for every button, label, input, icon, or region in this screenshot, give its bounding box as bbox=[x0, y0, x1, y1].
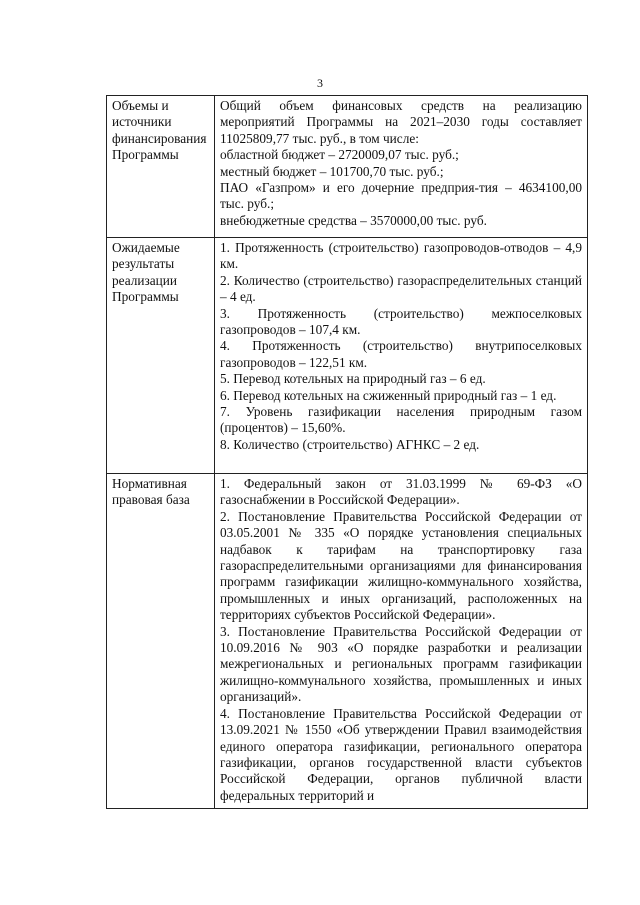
result-item: 2. Количество (строительство) газораспределительных станций – 4 ед. bbox=[220, 272, 582, 305]
result-item: 6. Перевод котельных на сжиженный природный газ – 1 ед. bbox=[220, 387, 557, 403]
result-item: 3. Протяженность (строительство) межпоселковых газопроводов – 107,4 км. bbox=[220, 305, 582, 338]
funding-extrabudget: внебюджетные средства – 3570000,00 тыс. руб. bbox=[220, 212, 487, 228]
row-label: Ожидаемые результаты реализации Программы bbox=[107, 238, 215, 474]
funding-gazprom: ПАО «Газпром» и его дочерние предприя-тия – 4634100,00 тыс. руб.; bbox=[220, 180, 582, 212]
legal-item: 4. Постановление Правительства Российской Федерации от 13.09.2021 № 1550 «Об утверждении Правил взаимодействия единого оператора газификации, регионального оператора газификации, органов государственной власти субъектов Российской Федерации, органов публичной власти федеральных территорий и bbox=[220, 705, 582, 803]
row-label: Объемы и источники финансирования Программы bbox=[107, 96, 215, 238]
page-number: 3 bbox=[317, 76, 323, 90]
row-label: Нормативная правовая база bbox=[107, 474, 215, 809]
result-item: 4. Протяженность (строительство) внутрипоселковых газопроводов – 122,51 км. bbox=[220, 338, 582, 370]
funding-local: местный бюджет – 101700,70 тыс. руб.; bbox=[220, 163, 444, 179]
result-item: 7. Уровень газификации населения природным газом (процентов) – 15,60%. bbox=[220, 404, 582, 436]
result-item: 8. Количество (строительство) АГНКС – 2 ед. bbox=[220, 436, 480, 452]
legal-item: 3. Постановление Правительства Российской Федерации от 10.09.2016 № 903 «О порядке разработки и реализации межрегиональных и региональных программ газификации жилищно-коммунального хозяйства, промышленных и иных организаций». bbox=[220, 623, 582, 705]
program-passport-table bbox=[106, 95, 588, 809]
row-content bbox=[215, 238, 588, 474]
result-item: 5. Перевод котельных на природный газ – 6 ед. bbox=[220, 371, 486, 387]
legal-item: 1. Федеральный закон от 31.03.1999 № 69-ФЗ «О газоснабжении в Российской Федерации». bbox=[220, 476, 582, 508]
funding-total: Общий объем финансовых средств на реализацию мероприятий Программы на 2021–2030 годы составляет 11025809,77 тыс. руб., в том числе: bbox=[220, 98, 582, 146]
table-row bbox=[107, 96, 588, 238]
row-content bbox=[215, 474, 588, 809]
row-content bbox=[215, 96, 588, 238]
table-row bbox=[107, 474, 588, 809]
funding-regional: областной бюджет – 2720009,07 тыс. руб.; bbox=[220, 147, 459, 163]
legal-item: 2. Постановление Правительства Российской Федерации от 03.05.2001 № 335 «О порядке установления специальных надбавок к тарифам на транспортировку газа газораспределительными организациями для финансирования программ газификации жилищно-коммунального хозяйства, промышленных и иных организаций, расположенных на территориях субъектов Российской Федерации». bbox=[220, 508, 582, 623]
table-row bbox=[107, 238, 588, 474]
result-item: 1. Протяженность (строительство) газопроводов-отводов – 4,9 км. bbox=[220, 240, 582, 272]
